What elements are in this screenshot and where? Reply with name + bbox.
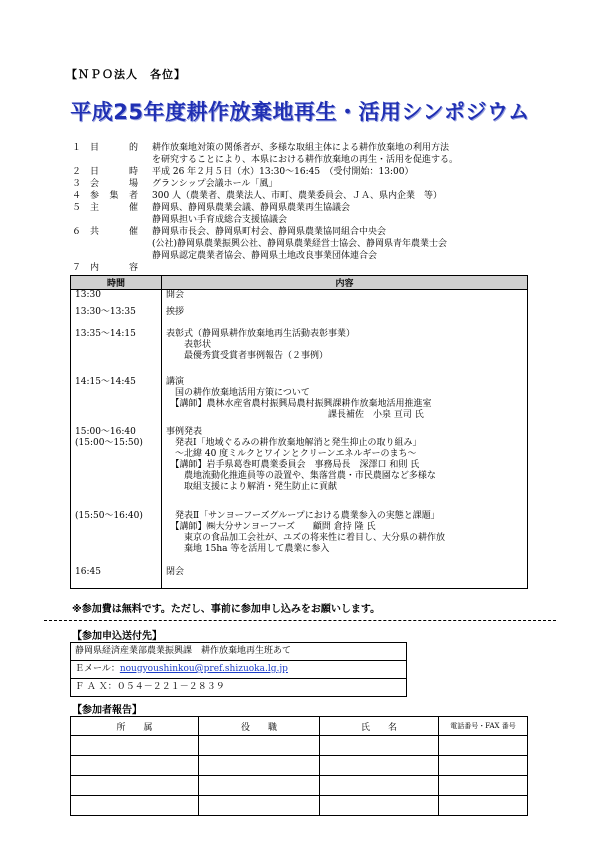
report-input-cell[interactable] bbox=[199, 776, 320, 796]
program-content-line: 農地流動化推進員等の設置や、集落営農・市民農園など多様な bbox=[166, 470, 436, 481]
outline-label-char: 催 bbox=[128, 227, 138, 237]
program-time bbox=[71, 511, 162, 567]
report-input-cell[interactable] bbox=[71, 756, 199, 776]
outline-value-line: (公社)静岡県農業振興公社、静岡県農業経営士協会、静岡県青年農業士会 bbox=[152, 239, 448, 249]
program-content-line: 発表Ⅰ「地域ぐるみの耕作放棄地解消と発生抑止の取り組み」 bbox=[166, 437, 422, 448]
document-title: 平成25年度耕作放棄地再生・活用シンポジウム bbox=[70, 100, 530, 124]
report-input-cell[interactable] bbox=[439, 756, 528, 776]
outline-item bbox=[72, 262, 542, 274]
submit-heading: 【参加申込送付先】 bbox=[72, 631, 162, 642]
outline-label bbox=[90, 262, 152, 274]
program-content bbox=[162, 567, 528, 589]
outline-label-char: 内 bbox=[90, 263, 100, 273]
outline-number: ５ bbox=[72, 203, 82, 213]
outline-value-line: を研究することにより、本県における耕作放棄地の再生・活用を促進する。 bbox=[152, 155, 459, 165]
program-time-line: 13:30 bbox=[75, 290, 101, 300]
report-heading: 【参加者報告】 bbox=[72, 705, 142, 716]
outline-value-line: 静岡県担い手育成総合支援協議会 bbox=[152, 215, 288, 225]
program-time bbox=[71, 329, 162, 377]
submit-dept: 静岡県経済産業部農業振興課 耕作放棄地再生班あて bbox=[71, 643, 406, 661]
outline-number: ３ bbox=[72, 179, 82, 189]
report-input-cell[interactable] bbox=[320, 776, 439, 796]
outline-value-line: 静岡県市長会、静岡県町村会、静岡県農業協同組合中央会 bbox=[152, 227, 387, 237]
outline-value bbox=[152, 190, 542, 202]
program-time-line: (15:00～15:50) bbox=[75, 437, 143, 448]
outline-number: ２ bbox=[72, 167, 82, 177]
outline-item bbox=[72, 190, 542, 202]
program-content-line: 【講師】農林水産省農村振興局農村振興課耕作放棄地活用推進室 bbox=[166, 398, 432, 409]
outline-label-char: 参 bbox=[90, 191, 100, 201]
outline-label bbox=[90, 178, 152, 190]
outline-value bbox=[152, 202, 542, 226]
submit-box bbox=[70, 642, 407, 697]
addressee-line: 【ＮＰＯ法人 各位】 bbox=[66, 68, 186, 81]
program-time bbox=[71, 427, 162, 511]
outline-label-char: 会 bbox=[90, 179, 100, 189]
outline-item bbox=[72, 142, 542, 166]
outline-label-char: 的 bbox=[128, 143, 138, 153]
program-content-line: 課長補佐 小泉 亘司 氏 bbox=[166, 409, 424, 420]
outline-item bbox=[72, 166, 542, 178]
outline-value-line: 300 人（農業者、農業法人、市町、農業委員会、ＪＡ、県内企業 等） bbox=[152, 191, 443, 201]
program-time bbox=[71, 290, 162, 307]
outline-label-char: 集 bbox=[109, 191, 119, 201]
program-content-line: 東京の食品加工会社が、ユズの将来性に着目し、大分県の耕作放 bbox=[166, 532, 446, 543]
outline-label bbox=[90, 226, 152, 262]
program-content-line: 開会 bbox=[166, 290, 185, 300]
program-content bbox=[162, 329, 528, 377]
program-content-line: 【講師】㈱大分サンヨーフーズ 顧問 倉持 隆 氏 bbox=[166, 521, 376, 532]
program-time-line: 13:30～13:35 bbox=[75, 306, 136, 317]
program-content-line: 【講師】岩手県葛巻町農業委員会 事務局長 深澤口 和則 氏 bbox=[166, 459, 420, 470]
email-link[interactable]: nougyoushinkou@pref.shizuoka.lg.jp bbox=[119, 664, 288, 674]
outline-label-char: 容 bbox=[128, 263, 138, 273]
program-row bbox=[71, 567, 528, 589]
program-content-line: 取組支援により解消・発生防止に貢献 bbox=[166, 481, 338, 492]
outline-value bbox=[152, 226, 542, 262]
outline-value bbox=[152, 142, 542, 166]
outline-label-char: 目 bbox=[90, 143, 100, 153]
outline-item bbox=[72, 226, 542, 262]
program-content bbox=[162, 511, 528, 567]
fee-note: ※参加費は無料です。ただし、事前に参加申し込みをお願いします。 bbox=[72, 604, 381, 615]
report-col-name: 氏 名 bbox=[320, 717, 439, 736]
report-input-cell[interactable] bbox=[320, 796, 439, 816]
cut-line-divider bbox=[44, 620, 556, 621]
program-content-line: 挨拶 bbox=[166, 306, 185, 317]
report-input-cell[interactable] bbox=[199, 736, 320, 756]
report-input-cell[interactable] bbox=[71, 736, 199, 756]
submit-email-row bbox=[71, 661, 406, 679]
outline-value-line: 平成 26 年２月５日（水）13:30～16:45 （受付開始：13:00） bbox=[152, 167, 414, 177]
report-blank-row bbox=[71, 776, 528, 796]
program-row bbox=[71, 427, 528, 511]
report-col-position: 役 職 bbox=[199, 717, 320, 736]
outline-label bbox=[90, 202, 152, 226]
program-row bbox=[71, 290, 528, 307]
report-input-cell[interactable] bbox=[199, 756, 320, 776]
outline-value-line: 静岡県、静岡県農業会議、静岡県農業再生協議会 bbox=[152, 203, 351, 213]
report-input-cell[interactable] bbox=[199, 796, 320, 816]
report-blank-row bbox=[71, 736, 528, 756]
outline-label-char: 場 bbox=[128, 179, 138, 189]
report-blank-row bbox=[71, 756, 528, 776]
program-content-line: 棄地 15ha 等を活用して農業に参入 bbox=[166, 543, 330, 554]
program-table bbox=[70, 275, 528, 589]
outline-label bbox=[90, 142, 152, 166]
outline-number: ４ bbox=[72, 191, 82, 201]
program-content-line: 国の耕作放棄地活用方策について bbox=[166, 387, 310, 398]
outline-value bbox=[152, 178, 542, 190]
email-label: Ｅメール： bbox=[75, 664, 120, 674]
outline-value-line: グランシップ会議ホール「風」 bbox=[152, 179, 278, 189]
program-row bbox=[71, 377, 528, 427]
outline-value-line: 耕作放棄地対策の関係者が、多様な取組主体による耕作放棄地の利用方法 bbox=[152, 143, 450, 153]
outline-label-char: 主 bbox=[90, 203, 100, 213]
report-input-cell[interactable] bbox=[320, 736, 439, 756]
submit-fax: Ｆ Ａ Ｘ：０５４－２２１－２８３９ bbox=[75, 682, 225, 692]
program-time-line: 15:00～16:40 bbox=[75, 426, 136, 437]
program-content bbox=[162, 290, 528, 307]
report-input-cell[interactable] bbox=[439, 796, 528, 816]
report-input-cell[interactable] bbox=[439, 736, 528, 756]
outline-value bbox=[152, 166, 542, 178]
outline-label-char: 者 bbox=[128, 191, 138, 201]
report-input-cell[interactable] bbox=[439, 776, 528, 796]
program-content-line: 事例発表 bbox=[166, 426, 203, 437]
report-input-cell[interactable] bbox=[320, 756, 439, 776]
outline-value-line: 静岡県認定農業者協会、静岡県土地改良事業団体連合会 bbox=[152, 251, 378, 261]
outline-label-char: 日 bbox=[90, 167, 100, 177]
report-input-cell[interactable] bbox=[71, 776, 199, 796]
program-content-line: 最優秀賞受賞者事例報告（２事例） bbox=[166, 350, 329, 361]
report-col-affiliation: 所 属 bbox=[71, 717, 199, 736]
outline-value bbox=[152, 262, 542, 274]
program-time-line: 13:35～14:15 bbox=[75, 328, 136, 339]
report-col-phone: 電話番号・FAX 番号 bbox=[439, 717, 528, 736]
outline-item bbox=[72, 202, 542, 226]
report-table bbox=[70, 716, 528, 816]
outline-list bbox=[72, 142, 542, 274]
program-header-content: 内容 bbox=[162, 276, 528, 290]
program-row bbox=[71, 329, 528, 377]
outline-label bbox=[90, 190, 152, 202]
outline-label-char: 共 bbox=[90, 227, 100, 237]
program-row bbox=[71, 307, 528, 329]
program-time-line: (15:50～16:40) bbox=[75, 510, 143, 521]
report-blank-row bbox=[71, 796, 528, 816]
outline-label-char: 時 bbox=[128, 167, 138, 177]
program-content-line: ～北緯 40 度ミルクとワインとクリーンエネルギーのまち～ bbox=[166, 448, 417, 459]
program-content-line: 講演 bbox=[166, 376, 185, 387]
outline-label-char: 催 bbox=[128, 203, 138, 213]
program-row bbox=[71, 511, 528, 567]
program-content-line: 表彰状 bbox=[166, 339, 212, 350]
program-time bbox=[71, 307, 162, 329]
program-content bbox=[162, 377, 528, 427]
program-content bbox=[162, 307, 528, 329]
program-header-time: 時間 bbox=[71, 276, 162, 290]
program-content-line: 閉会 bbox=[166, 566, 185, 577]
program-time bbox=[71, 567, 162, 589]
outline-item bbox=[72, 178, 542, 190]
outline-number: ７ bbox=[72, 263, 82, 273]
outline-label bbox=[90, 166, 152, 178]
program-time-line: 14:15～14:45 bbox=[75, 376, 136, 387]
program-time bbox=[71, 377, 162, 427]
program-content-line: 発表Ⅱ「サンヨーフーズグループにおける農業参入の実態と課題」 bbox=[166, 510, 440, 521]
outline-number: １ bbox=[72, 143, 82, 153]
report-input-cell[interactable] bbox=[71, 796, 199, 816]
program-content-line: 表彰式（静岡県耕作放棄地再生活動表彰事業） bbox=[166, 328, 356, 339]
outline-number: ６ bbox=[72, 227, 82, 237]
program-time-line: 16:45 bbox=[75, 566, 101, 577]
program-content bbox=[162, 427, 528, 511]
